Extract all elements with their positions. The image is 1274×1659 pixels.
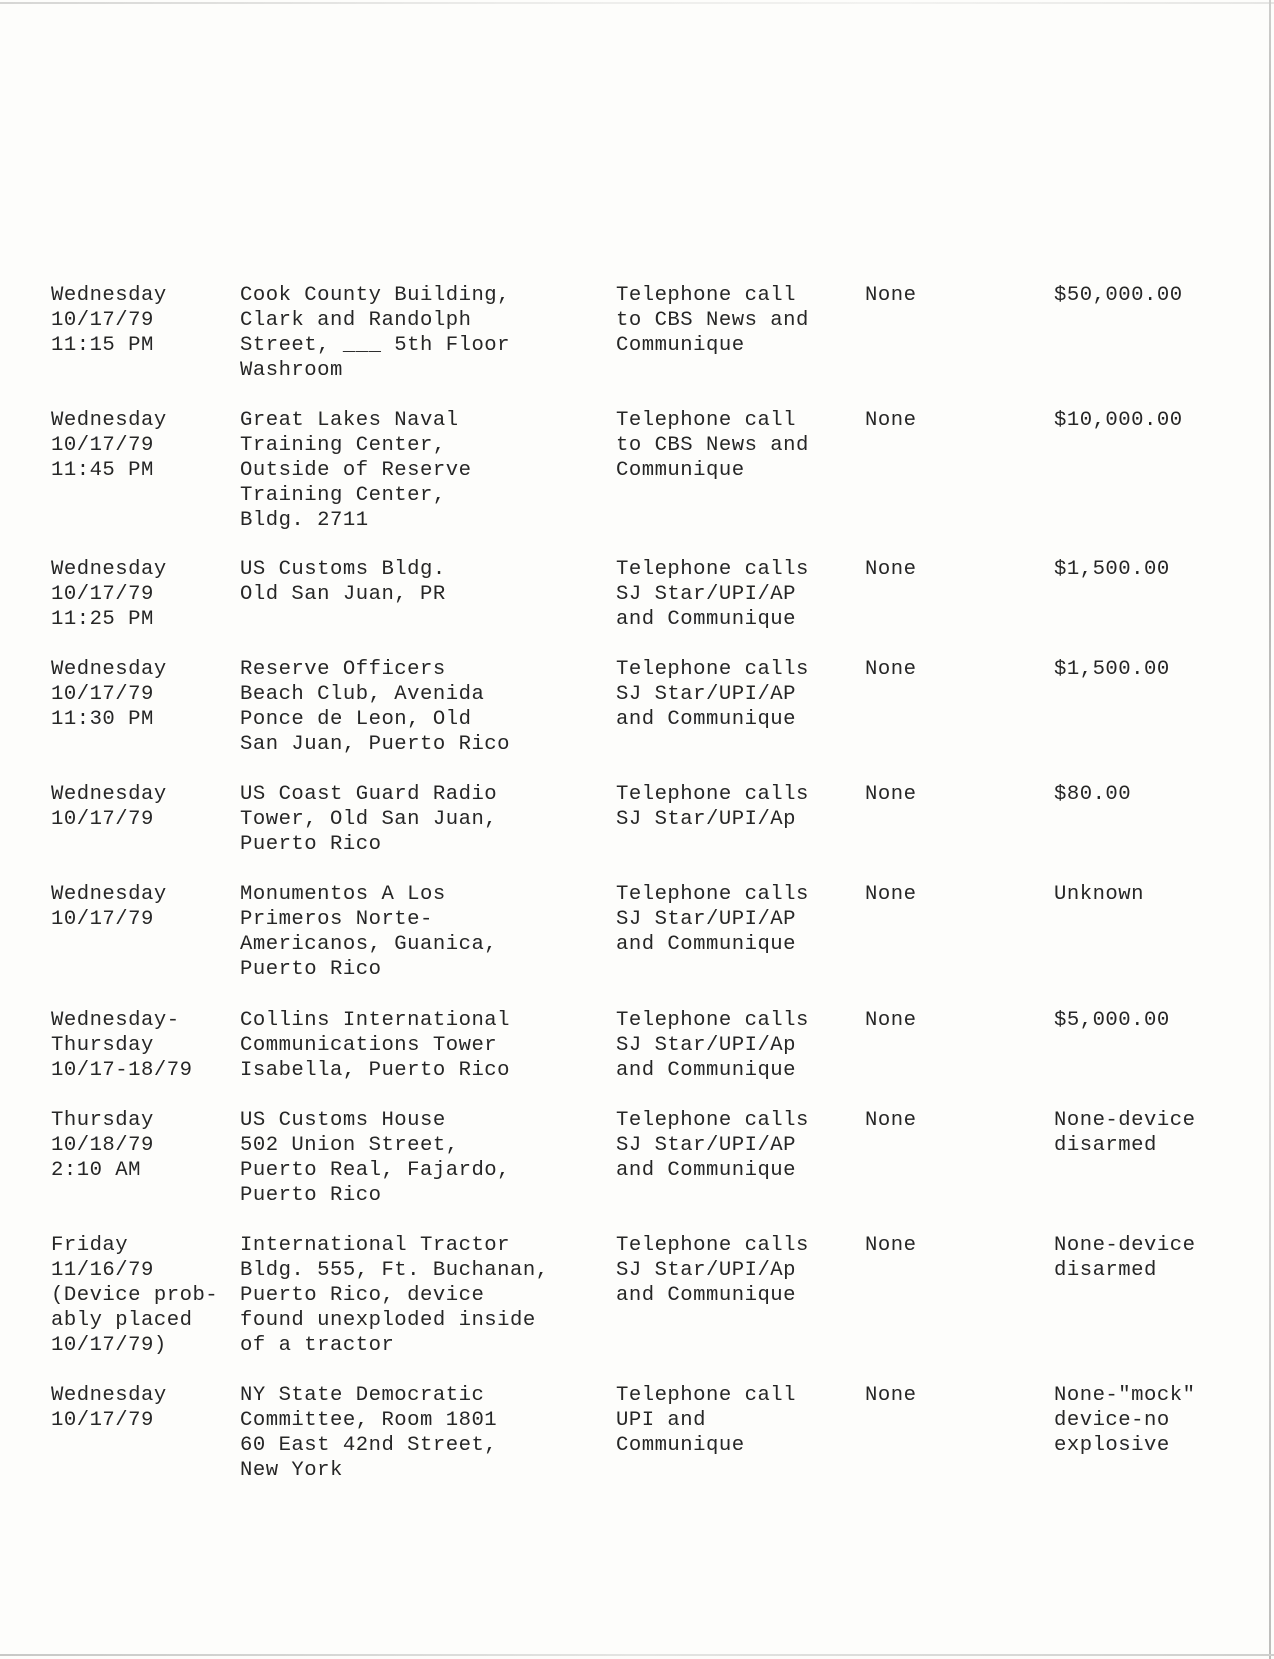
incident-date: Wednesday- Thursday 10/17-18/79	[51, 1009, 193, 1082]
incident-notice: Telephone calls SJ Star/UPI/Ap and Communique	[616, 1234, 809, 1307]
incident-location: NY State Democratic Committee, Room 1801 60 East 42nd Street, New York	[240, 1384, 498, 1482]
incident-notice: Telephone calls SJ Star/UPI/AP and Communique	[616, 1109, 809, 1182]
incident-location: US Customs Bldg. Old San Juan, PR	[240, 558, 446, 606]
incident-notice: Telephone call to CBS News and Communique	[616, 284, 809, 357]
incident-injuries: None	[865, 284, 917, 307]
incident-date: Wednesday 10/17/79	[51, 883, 167, 931]
incident-damage: None-device disarmed	[1054, 1109, 1196, 1157]
incident-damage: $50,000.00	[1054, 284, 1183, 307]
incident-date: Wednesday 10/17/79 11:15 PM	[51, 284, 167, 357]
incident-location: US Customs House 502 Union Street, Puerto Real, Fajardo, Puerto Rico	[240, 1109, 511, 1207]
incident-injuries: None	[865, 409, 917, 432]
incident-injuries: None	[865, 1109, 917, 1132]
incident-location: Cook County Building, Clark and Randolph Street, ___ 5th Floor Washroom	[240, 284, 511, 382]
incident-injuries: None	[865, 558, 917, 581]
incident-injuries: None	[865, 658, 917, 681]
incident-damage: $10,000.00	[1054, 409, 1183, 432]
incident-injuries: None	[865, 1009, 917, 1032]
incident-notice: Telephone calls SJ Star/UPI/Ap	[616, 783, 809, 831]
incident-notice: Telephone call UPI and Communique	[616, 1384, 797, 1457]
incident-injuries: None	[865, 883, 917, 906]
incident-damage: $1,500.00	[1054, 558, 1170, 581]
incident-notice: Telephone calls SJ Star/UPI/AP and Communique	[616, 883, 809, 956]
incident-injuries: None	[865, 783, 917, 806]
incident-location: Reserve Officers Beach Club, Avenida Ponce de Leon, Old San Juan, Puerto Rico	[240, 658, 511, 756]
incident-date: Thursday 10/18/79 2:10 AM	[51, 1109, 154, 1182]
incident-notice: Telephone calls SJ Star/UPI/Ap and Communique	[616, 1009, 809, 1082]
incident-damage: Unknown	[1054, 883, 1145, 906]
page-bottom-edge	[0, 1654, 1274, 1656]
incident-damage: $80.00	[1054, 783, 1132, 806]
page-top-edge	[0, 2, 1274, 4]
incident-date: Wednesday 10/17/79	[51, 783, 167, 831]
incident-location: Collins International Communications Tower Isabella, Puerto Rico	[240, 1009, 511, 1082]
page-right-edge	[1269, 0, 1271, 1659]
incident-notice: Telephone calls SJ Star/UPI/AP and Communique	[616, 558, 809, 631]
incident-damage: $1,500.00	[1054, 658, 1170, 681]
incident-date: Wednesday 10/17/79	[51, 1384, 167, 1432]
incident-damage: $5,000.00	[1054, 1009, 1170, 1032]
incident-date: Wednesday 10/17/79 11:30 PM	[51, 658, 167, 731]
incident-notice: Telephone call to CBS News and Communique	[616, 409, 809, 482]
incident-location: US Coast Guard Radio Tower, Old San Juan, Puerto Rico	[240, 783, 498, 856]
incident-injuries: None	[865, 1234, 917, 1257]
incident-location: Monumentos A Los Primeros Norte- Americanos, Guanica, Puerto Rico	[240, 883, 498, 981]
incident-location: Great Lakes Naval Training Center, Outside of Reserve Training Center, Bldg. 2711	[240, 409, 472, 532]
incident-notice: Telephone calls SJ Star/UPI/AP and Communique	[616, 658, 809, 731]
incident-date: Wednesday 10/17/79 11:25 PM	[51, 558, 167, 631]
incident-date: Wednesday 10/17/79 11:45 PM	[51, 409, 167, 482]
incident-date: Friday 11/16/79 (Device prob- ably placed 10/17/79)	[51, 1234, 219, 1357]
incident-injuries: None	[865, 1384, 917, 1407]
incident-damage: None-"mock" device-no explosive	[1054, 1384, 1196, 1457]
incident-damage: None-device disarmed	[1054, 1234, 1196, 1282]
incident-location: International Tractor Bldg. 555, Ft. Buchanan, Puerto Rico, device found unexploded inside of a tractor	[240, 1234, 549, 1357]
